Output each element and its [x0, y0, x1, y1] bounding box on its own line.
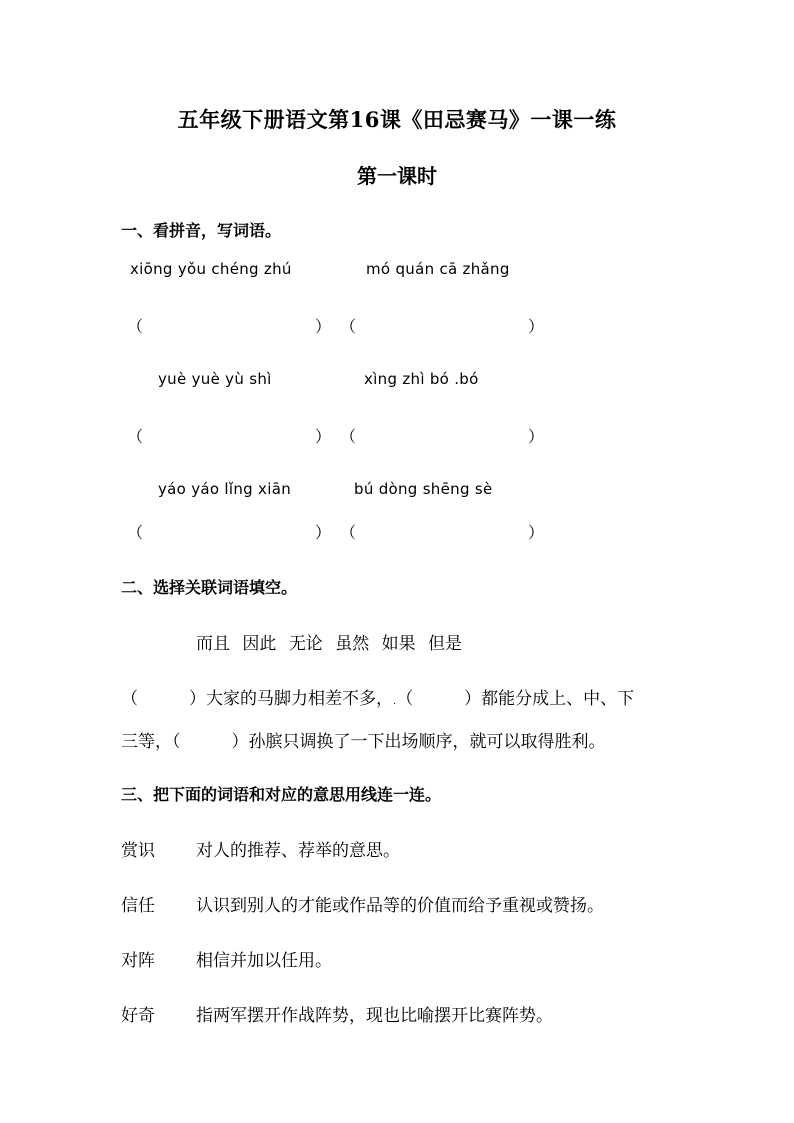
section-3-heading: 三、把下面的词语和对应的意思用线连一连。	[121, 785, 442, 804]
section-1-heading: 一、看拼音，写词语。	[121, 221, 282, 240]
answer-paren-open: （	[340, 317, 357, 336]
answer-paren-close: ）	[528, 523, 545, 542]
answer-paren-open: （	[127, 317, 144, 336]
answer-paren-open: （	[340, 523, 357, 542]
pinyin-row2-left: yuè yuè yù shì	[158, 370, 272, 388]
sentence-part: （ ）都能分成上、中、下	[396, 689, 635, 709]
answer-paren-close: ）	[528, 427, 545, 446]
pinyin-row1-right: mó quán cā zhǎng	[366, 260, 510, 278]
option-word: 而且	[196, 634, 230, 654]
lesson-subtitle: 第一课时	[357, 164, 437, 188]
match-term: 对阵	[121, 951, 155, 971]
conjunction-options	[196, 629, 469, 654]
match-meaning: 对人的推荐、荐举的意思。	[196, 841, 400, 861]
match-term: 好奇	[121, 1006, 155, 1026]
match-term: 赏识	[121, 841, 155, 861]
match-meaning: 指两军摆开作战阵势，现也比喻摆开比赛阵势。	[196, 1006, 553, 1026]
option-word: 因此	[242, 634, 277, 654]
answer-paren-close: ）	[528, 317, 545, 336]
answer-paren-close: ）	[315, 523, 332, 542]
option-word: 但是	[428, 634, 463, 654]
answer-paren-close: ）	[315, 427, 332, 446]
page-title: 五年级下册语文第16课《田忌赛马》一课一练	[177, 107, 617, 132]
option-word: 虽然	[335, 634, 370, 654]
pinyin-row3-right: bú dòng shēng sè	[354, 480, 493, 498]
stray-dot: .	[393, 696, 397, 707]
match-meaning: 认识到别人的才能或作品等的价值而给予重视或赞扬。	[196, 896, 604, 916]
answer-paren-open: （	[340, 427, 357, 446]
section-2-heading: 二、选择关联词语填空。	[121, 578, 298, 597]
fill-sentence-line-2: 三等，（ ）孙膑只调换了一下出场顺序，就可以取得胜利。	[121, 732, 606, 752]
fill-sentence-line-1	[121, 684, 634, 709]
answer-paren-close: ）	[315, 317, 332, 336]
pinyin-row3-left: yáo yáo lǐng xiān	[158, 480, 292, 498]
sentence-part: （ ）大家的马脚力相差不多，	[121, 689, 393, 709]
match-meaning: 相信并加以任用。	[196, 951, 332, 971]
option-word: 无论	[288, 634, 323, 654]
option-word: 如果	[381, 634, 416, 654]
answer-paren-open: （	[127, 427, 144, 446]
answer-paren-open: （	[127, 523, 144, 542]
pinyin-row2-right: xìng zhì bó .bó	[364, 370, 479, 388]
pinyin-row1-left: xiōng yǒu chéng zhú	[130, 260, 292, 278]
match-term: 信任	[121, 896, 155, 916]
